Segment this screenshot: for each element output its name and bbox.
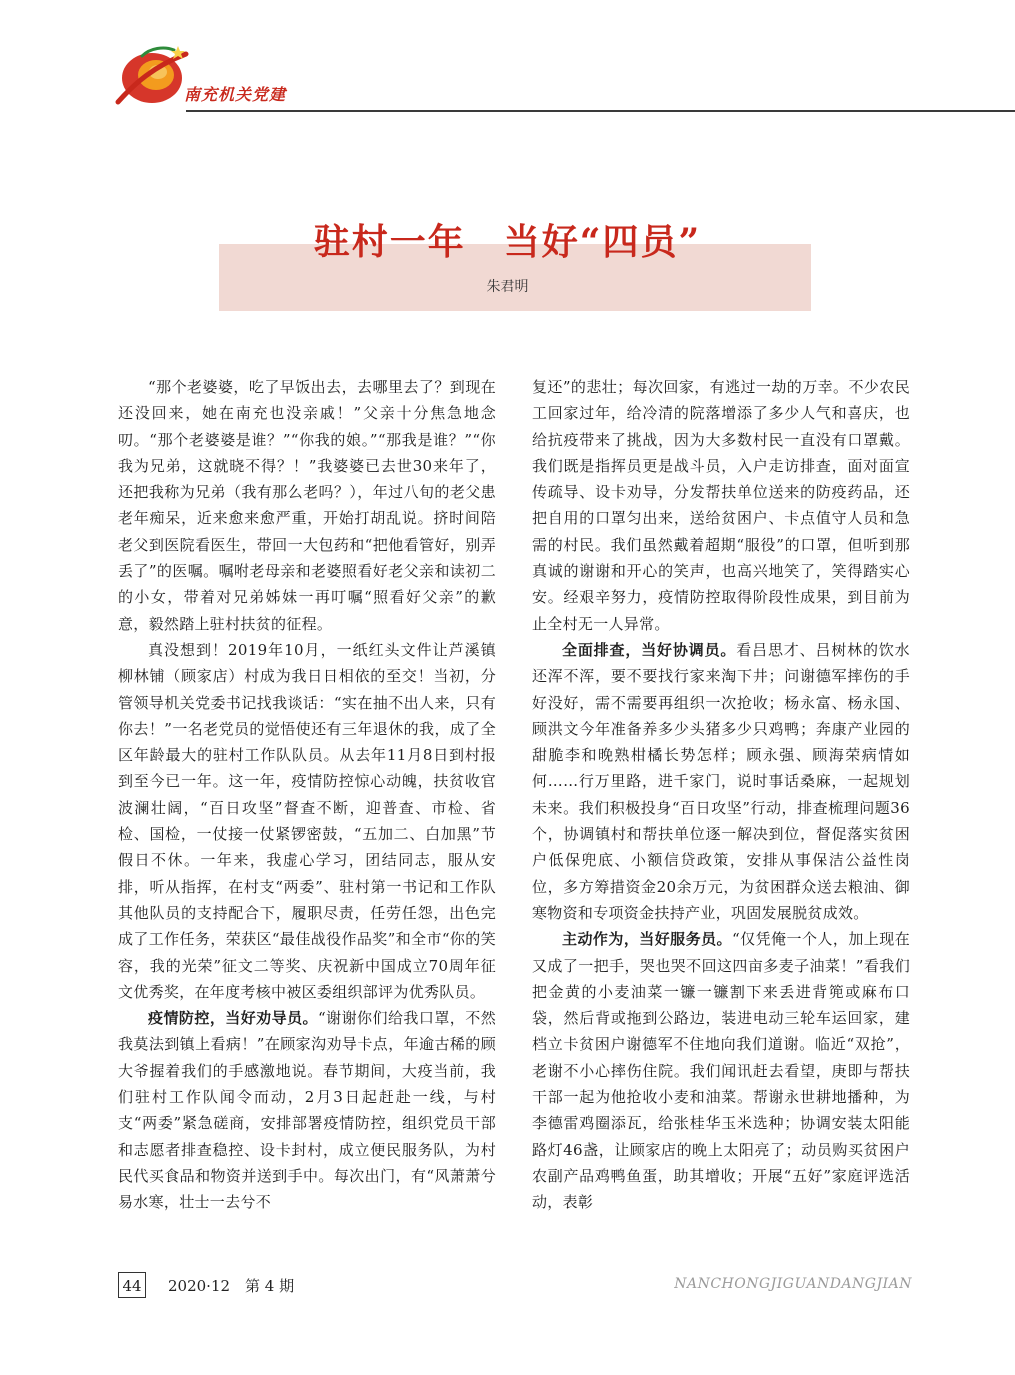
article-paragraph <box>118 637 496 1005</box>
issue-info: 2020·12 第 4 期 <box>168 1277 295 1295</box>
article-paragraph <box>118 1005 496 1215</box>
right-text-column <box>532 374 910 1264</box>
paragraph-text: 真没想到！2019年10月，一纸红头文件让芦溪镇柳林铺（顾家店）村成为我日日相依的至交！当初，分管领导机关党委书记找我谈话：“实在抽不出人来，只有你去！”一名老党员的觉悟使还有三年退休的我，成了全区年龄最大的驻村工作队队员。从去年11月8日到村报到至今已一年。这一年，疫情防控惊心动魄，扶贫收官波澜壮阔，“百日攻坚”督查不断，迎普查、市检、省检、国检，一仗接一仗紧锣密鼓，“五加二、白加黑”节假日不休。一年来，我虚心学习，团结同志，服从安排，听从指挥，在村支“两委”、驻村第一书记和工作队其他队员的支持配合下，履职尽责，任劳任怨，出色完成了工作任务，荣获区“最佳战役作品奖”和全市“你的笑容，我的光荣”征文二等奖、庆祝新中国成立70周年征文优秀奖，在年度考核中被区委组织部评为优秀队员。 <box>118 640 496 1001</box>
paragraph-text: “那个老婆婆，吃了早饭出去，去哪里去了？到现在还没回来，她在南充也没亲戚！”父亲十分焦急地念叨。“那个老婆婆是谁？”“你我的娘。”“那我是谁？”“你我为兄弟，这就晓不得？！”我婆婆已去世30来年了，还把我称为兄弟（我有那么老吗？），年过八旬的老父患老年痴呆，近来愈来愈严重，开始打胡乱说。挤时间陪老父到医院看医生，带回一大包药和“把他看管好，别弄丢了”的医嘱。嘱咐老母亲和老婆照看好老父亲和读初二的小女，带着对兄弟姊妹一再叮嘱“照看好父亲”的歉意，毅然踏上驻村扶贫的征程。 <box>118 378 496 633</box>
magazine-logo-icon <box>112 44 190 110</box>
page-number: 44 <box>118 1272 146 1298</box>
header-divider <box>186 110 1015 112</box>
article-paragraph <box>532 637 910 926</box>
section-lead-heading: 主动作为，当好服务员。 <box>562 930 733 949</box>
section-lead-heading: 疫情防控，当好劝导员。 <box>148 1009 319 1028</box>
paragraph-text: “谢谢你们给我口罩，不然我莫法到镇上看病！”在顾家沟劝导卡点，年逾古稀的顾大爷握着我们的手感激地说。春节期间，大疫当前，我们驻村工作队闻令而动，2月3日起赶赴一线，与村支“两委”紧急磋商，安排部署疫情防控，组织党员干部和志愿者排查稳控、设卡封村，成立便民服务队，为村民代买食品和物资并送到手中。每次出门，有“风萧萧兮易水寒，壮士一去兮不 <box>118 1009 496 1212</box>
left-text-column <box>118 374 496 1264</box>
paragraph-text: “仅凭俺一个人，加上现在又成了一把手，哭也哭不回这四亩多麦子油菜！”看我们把金黄的小麦油菜一镰一镰割下来丢进背篼或麻布口袋，然后背或拖到公路边，装进电动三轮车运回家，建档立卡贫困户谢德军不住地向我们道谢。临近“双抢”，老谢不小心摔伤住院。我们闻讯赶去看望，庚即与帮扶干部一起为他抢收小麦和油菜。帮谢永世耕地播种，为李德雷鸡圈添瓦，给张桂华玉米选种；协调安装太阳能路灯46盏，让顾家店的晚上太阳亮了；动员购买贫困户农副产品鸡鸭鱼蛋，助其增收；开展“五好”家庭评选活动，表彰 <box>532 930 910 1212</box>
paragraph-text: 复还”的悲壮；每次回家，有逃过一劫的万幸。不少农民工回家过年，给冷清的院落增添了多少人气和喜庆，也给抗疫带来了挑战，因为大多数村民一直没有口罩戴。我们既是指挥员更是战斗员，入户走访排查，面对面宣传疏导、设卡劝导，分发帮扶单位送来的防疫药品，还把自用的口罩匀出来，送给贫困户、卡点值守人员和急需的村民。我们虽然戴着超期“服役”的口罩，但听到那真诚的谢谢和开心的笑声，也高兴地笑了，笑得踏实心安。经艰辛努力，疫情防控取得阶段性成果，到目前为止全村无一人异常。 <box>532 378 910 633</box>
article-author: 朱君明 <box>486 279 529 295</box>
article-paragraph <box>118 374 496 637</box>
magazine-english-name: NANCHONGJIGUANDANGJIAN <box>674 1276 912 1292</box>
paragraph-text: 看吕思才、吕树林的饮水还浑不浑，要不要找行家来淘下井；问谢德军摔伤的手好没好，需不需要再组织一次抢收；杨永富、杨永国、顾洪文今年准备养多少头猪多少只鸡鸭；奔康产业园的甜脆李和晚熟柑橘长势怎样；顾永强、顾海荣病情如何……行万里路，进千家门，说时事话桑麻，一起规划未来。我们积极投身“百日攻坚”行动，排查梳理问题36个，协调镇村和帮扶单位逐一解决到位，督促落实贫困户低保兜底、小额信贷政策，安排从事保洁公益性岗位，多方筹措资金20余万元，为贫困群众送去粮油、御寒物资和专项资金扶持产业，巩固发展脱贫成效。 <box>532 640 910 922</box>
article-paragraph <box>532 374 910 637</box>
article-title: 驻村一年 当好“四员” <box>313 221 702 263</box>
magazine-brand-name: 南充机关党建 <box>184 85 287 104</box>
section-lead-heading: 全面排查，当好协调员。 <box>562 640 737 659</box>
article-paragraph <box>532 926 910 1215</box>
